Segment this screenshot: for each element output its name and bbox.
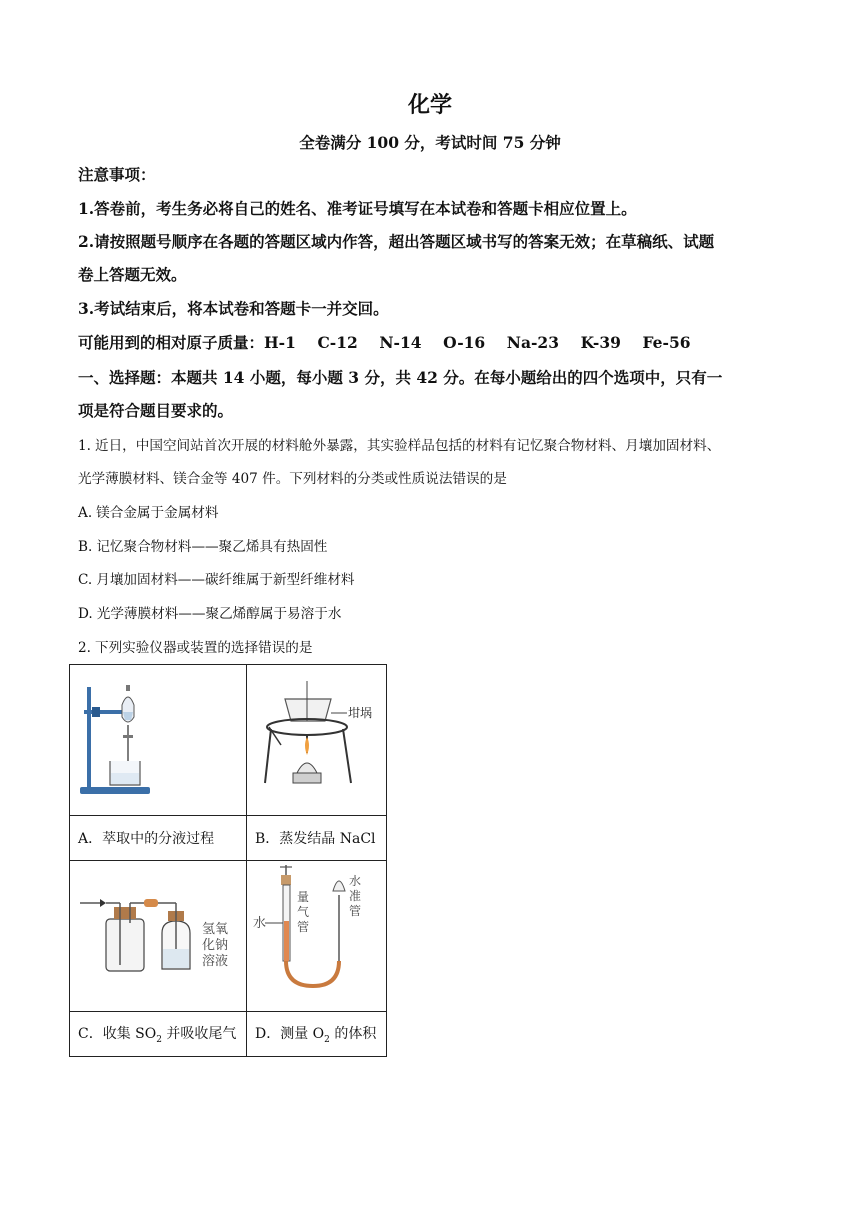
naoh-label-1: 氢氧 [202,922,229,937]
question-2-apparatus-table [69,664,387,1057]
water-label: 水 [253,916,267,931]
question-1-option-a: A. 镁合金属于金属材料 [78,505,219,521]
notice-heading: 注意事项： [78,165,156,184]
question-number: 1. [78,438,91,454]
question-1-stem-line-1: 1. 近日，中国空间站首次开展的材料舱外暴露，其实验样品包括的材料有记忆聚合物材料、月壤加固材料、 [78,438,721,454]
gas-tube-label-3: 管 [297,920,310,934]
section-1-heading-line-1: 一、选择题：本题共 14 小题，每小题 3 分，共 42 分。在每小题给出的四个选项中，只有一 [78,368,723,387]
level-tube-label-3: 管 [349,904,362,918]
exam-subtitle: 全卷满分 100 分，考试时间 75 分钟 [299,133,561,152]
apparatus-b-cell [247,665,387,816]
gas-collection-figure [70,861,246,1007]
crucible-label: 坩埚 [348,706,373,720]
separatory-funnel-figure [70,665,246,811]
naoh-label-3: 溶液 [202,954,229,969]
level-tube-label-1: 水 [349,874,362,888]
caption-a: A．萃取中的分液过程 [70,816,247,861]
gas-volume-figure [247,861,386,1007]
notice-item-3: 3.考试结束后，将本试卷和答题卡一并交回。 [78,299,389,318]
section-1-heading-line-2: 项是符合题目要求的。 [78,401,234,420]
caption-b: B．蒸发结晶 NaCl [247,816,387,861]
page-title: 化学 [407,93,452,118]
notice-item-2-line-1: 2.请按照题号顺序在各题的答题区域内作答，超出答题区域书写的答案无效；在草稿纸、试题 [78,232,715,251]
evaporation-figure [247,665,386,811]
caption-d: D．测量 $O_2$ 的体积 [247,1012,387,1057]
atomic-masses: 可能用到的相对原子质量：H-1 C-12 N-14 O-16 Na-23 K-39 Fe-56 [78,333,691,352]
gas-tube-label-1: 量 [297,890,310,904]
level-tube-label-2: 准 [349,889,362,903]
caption-c: C．收集 $SO_2$ 并吸收尾气 [70,1012,247,1057]
notice-item-2-line-2: 卷上答题无效。 [78,265,187,284]
question-1-stem-line-2: 光学薄膜材料、镁合金等 407 件。下列材料的分类或性质说法错误的是 [78,471,507,487]
apparatus-a-cell [70,665,247,816]
apparatus-c-cell [70,861,247,1012]
question-2-stem: 2. 下列实验仪器或装置的选择错误的是 [78,640,313,656]
naoh-label-2: 化钠 [202,938,229,953]
question-1-option-c: C. 月壤加固材料——碳纤维属于新型纤维材料 [78,572,355,588]
gas-tube-label-2: 气 [297,905,310,919]
notice-item-1: 1.答卷前，考生务必将自己的姓名、准考证号填写在本试卷和答题卡相应位置上。 [78,199,637,218]
question-1-option-b: B. 记忆聚合物材料——聚乙烯具有热固性 [78,539,328,555]
apparatus-d-cell [247,861,387,1012]
question-1-option-d: D. 光学薄膜材料——聚乙烯醇属于易溶于水 [78,606,342,622]
